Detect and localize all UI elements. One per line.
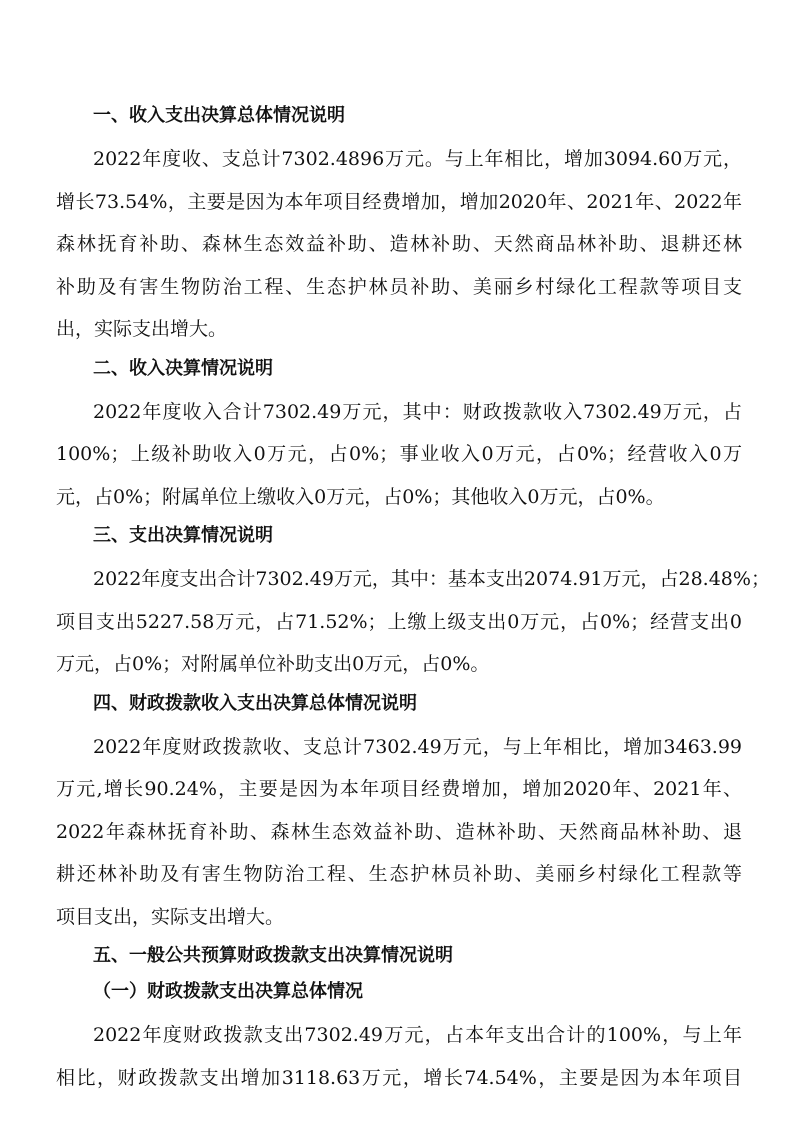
paragraph-line: 2022年度收入合计7302.49万元，其中：财政拨款收入7302.49万元，占: [93, 400, 742, 423]
section-5-heading: 五、一般公共预算财政拨款支出决算情况说明: [93, 945, 453, 966]
section-5-paragraph: [56, 1014, 742, 1099]
paragraph-line: 森林抚育补助、森林生态效益补助、造林补助、天然商品林补助、退耕还林: [56, 233, 742, 255]
section-3: [56, 518, 770, 686]
section-1-paragraph: [56, 138, 742, 351]
paragraph-line: 出，实际支出增大。: [56, 318, 228, 340]
paragraph-line: 100%；上级补助收入0万元，占0%；事业收入0万元，占0%；经营收入0万: [56, 443, 742, 465]
paragraph-line: 2022年度财政拨款支出7302.49万元，占本年支出合计的100%，与上年: [93, 1024, 742, 1046]
paragraph-line: 相比，财政拨款支出增加3118.63万元，增长74.54%，主要是因为本年项目: [56, 1066, 742, 1089]
paragraph-line: 2022年度财政拨款收、支总计7302.49万元，与上年相比，增加3463.99: [93, 735, 742, 758]
paragraph-line: 元，占0%；附属单位上缴收入0万元，占0%；其他收入0万元，占0%。: [56, 485, 665, 508]
section-1: [56, 98, 742, 351]
paragraph-line: 耕还林补助及有害生物防治工程、生态护林员补助、美丽乡村绿化工程款等: [56, 863, 742, 885]
paragraph-line: 补助及有害生物防治工程、生态护林员补助、美丽乡村绿化工程款等项目支: [56, 275, 742, 298]
section-2-heading: 二、收入决算情况说明: [93, 357, 273, 379]
section-5: [56, 938, 742, 1099]
section-2: [56, 351, 742, 519]
paragraph-line: 增长73.54%，主要是因为本年项目经费增加，增加2020年、2021年、2022年: [56, 190, 742, 213]
paragraph-line: 万元,增长90.24%，主要是因为本年项目经费增加，增加2020年、2021年、: [56, 778, 742, 800]
section-4-paragraph: [56, 726, 742, 939]
paragraph-line: 2022年度支出合计7302.49万元，其中：基本支出2074.91万元，占28.48%；: [93, 568, 770, 590]
document-body: [56, 98, 770, 1099]
section-4-heading: 四、财政拨款收入支出决算总体情况说明: [93, 692, 417, 714]
paragraph-line: 2022年森林抚育补助、森林生态效益补助、造林补助、天然商品林补助、退: [56, 820, 742, 843]
paragraph-line: 万元，占0%；对附属单位补助支出0万元，占0%。: [56, 653, 490, 675]
section-2-paragraph: [56, 391, 742, 519]
paragraph-line: 2022年度收、支总计7302.4896万元。与上年相比，增加3094.60万元，: [93, 148, 742, 170]
section-3-paragraph: [56, 558, 770, 686]
section-5-subheading: （一）财政拨款支出决算总体情况: [93, 981, 363, 1002]
section-1-heading: 一、收入支出决算总体情况说明: [93, 105, 345, 126]
paragraph-line: 项目支出，实际支出增大。: [56, 905, 285, 928]
paragraph-line: 项目支出5227.58万元，占71.52%；上缴上级支出0万元，占0%；经营支出0: [56, 610, 742, 633]
section-3-heading: 三、支出决算情况说明: [93, 525, 273, 546]
section-4: [56, 686, 742, 939]
